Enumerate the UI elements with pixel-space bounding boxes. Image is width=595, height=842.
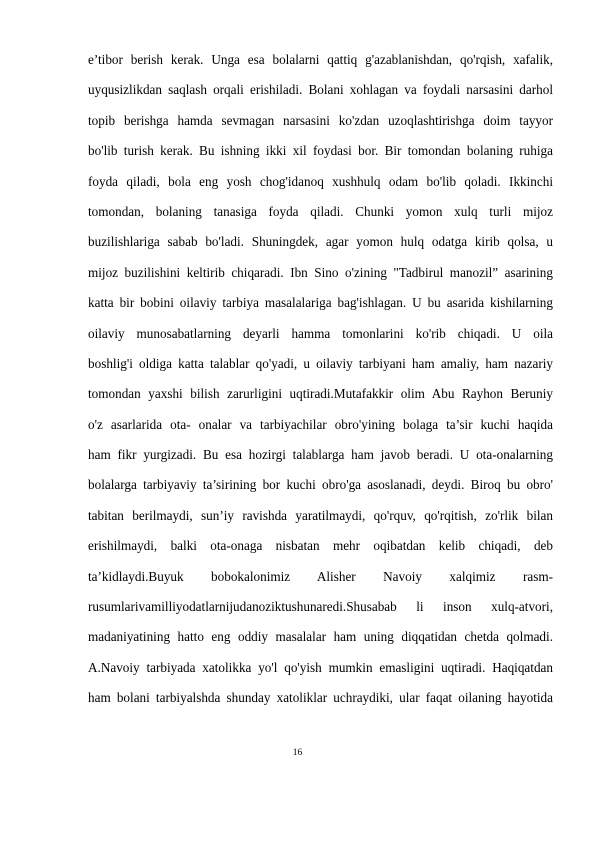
text-line: ham fikr yurgizadi. Bu esa hozirgi talablarga ham javob beradi. U ota-onalarning [88, 447, 553, 463]
text-line: foyda qiladi, bola eng yosh chog'idanoq xushhulq odam bo'lib qoladi. Ikkinchi [88, 173, 553, 189]
text-line: ta’kidlaydi.Buyuk bobokalonimiz Alisher Navoiy xalqimiz rasm- [88, 568, 553, 584]
text-line: tabitan berilmaydi, sun’iy ravishda yaratilmaydi, qo'rquv, qo'rqitish, zo'rlik bilan [88, 507, 553, 523]
text-line: bo'lib turish kerak. Bu ishning ikki xil foydasi bor. Bir tomondan bolaning ruhiga [88, 143, 553, 159]
text-line: boshlig'i oldiga katta talablar qo'yadi, u oilaviy tarbiyani ham amaliy, ham nazariy [88, 355, 553, 371]
text-line: ham bolani tarbiyalshda shunday xatoliklar uchraydiki, ular faqat oilaning hayotida [88, 690, 553, 706]
text-line: tomondan yaxshi bilish zarurligini uqtiradi.Mutafakkir olim Abu Rayhon Beruniy [88, 386, 553, 402]
text-line: oilaviy munosabatlarning deyarli hamma tomonlarini ko'rib chiqadi. U oila [88, 325, 553, 341]
text-line: rusumlarivamilliyodatlarnijudanoziktushunaredi.Shusabab li inson xulq-atvori, [88, 599, 553, 615]
body-text [88, 45, 553, 714]
text-line: katta bir bobini oilaviy tarbiya masalalariga bag'ishlagan. U bu asarida kishilarning [88, 295, 553, 311]
text-line: erishilmaydi, balki ota-onaga nisbatan mehr oqibatdan kelib chiqadi, deb [88, 538, 553, 554]
text-line: buzilishlariga sabab bo'ladi. Shuningdek, agar yomon hulq odatga kirib qolsa, u [88, 234, 553, 250]
text-line: uyqusizlikdan saqlash orqali erishiladi. Bolani xohlagan va foydali narsasini darhol [88, 82, 553, 98]
text-line: o'z asarlarida ota- onalar va tarbiyachilar obro'yining bolaga ta’sir kuchi haqida [88, 416, 553, 432]
text-line: e’tibor berish kerak. Unga esa bolalarni qattiq g'azablanishdan, qo'rqish, xafalik, [88, 52, 553, 67]
text-line: topib berishga hamda sevmagan narsasini ko'zdan uzoqlashtirishga doim tayyor [88, 112, 553, 128]
text-line: madaniyatining hatto eng oddiy masalalar ham uning diqqatidan chetda qolmadi. [88, 629, 553, 645]
page-number: 16 [292, 748, 303, 758]
text-line: bolalarga tarbiyaviy ta’sirining bor kuchi obro'ga asoslanadi, deydi. Biroq bu obro' [88, 477, 553, 493]
text-line: mijoz buzilishini keltirib chiqaradi. Ibn Sino o'zining "Tadbirul manozil” asarining [88, 264, 553, 280]
text-line: tomondan, bolaning tanasiga foyda qiladi. Chunki yomon xulq turli mijoz [88, 203, 553, 219]
text-line: A.Navoiy tarbiyada xatolikka yo'l qo'yish mumkin emasligini uqtiradi. Haqiqatdan [88, 659, 553, 675]
